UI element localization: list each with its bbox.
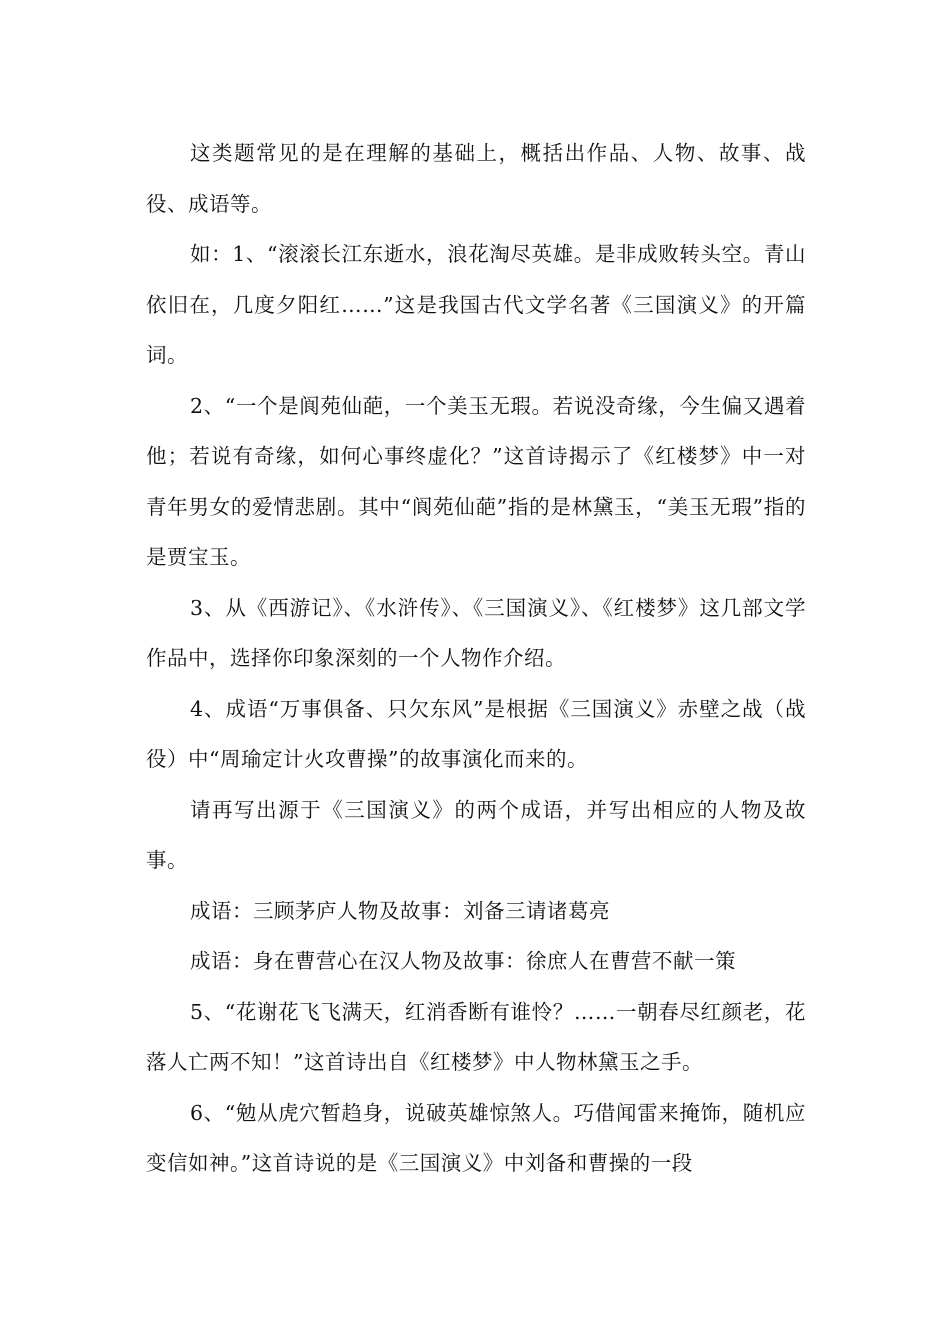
paragraph-question: 请再写出源于《三国演义》的两个成语，并写出相应的人物及故事。 bbox=[146, 797, 806, 872]
document-body bbox=[146, 128, 806, 1189]
paragraph-idiom-1: 成语：三顾茅庐人物及故事：刘备三请诸葛亮 bbox=[190, 898, 610, 923]
paragraph-example-3: 3、从《西游记》、《水浒传》、《三国演义》、《红楼梦》这几部文学作品中，选择你印象深刻的一个人物作介绍。 bbox=[146, 595, 806, 670]
paragraph-example-2: 2、“一个是阆苑仙葩，一个美玉无瑕。若说没奇缘，今生偏又遇着他；若说有奇缘，如何心事终虚化？”这首诗揭示了《红楼梦》中一对青年男女的爱情悲剧。其中“阆苑仙葩”指的是林黛玉，“美玉无瑕”指的是贾宝玉。 bbox=[146, 393, 806, 569]
paragraph-example-1: 如：1、“滚滚长江东逝水，浪花淘尽英雄。是非成败转头空。青山依旧在，几度夕阳红……”这是我国古代文学名著《三国演义》的开篇词。 bbox=[146, 242, 806, 367]
paragraph-idiom-2: 成语：身在曹营心在汉人物及故事：徐庶人在曹营不献一策 bbox=[190, 949, 736, 973]
paragraph-example-4: 4、成语“万事俱备、只欠东风”是根据《三国演义》赤壁之战（战役）中“周瑜定计火攻曹操”的故事演化而来的。 bbox=[146, 696, 806, 771]
paragraph-example-5: 5、“花谢花飞飞满天，红消香断有谁怜？……一朝春尽红颜老，花落人亡两不知！”这首诗出自《红楼梦》中人物林黛玉之手。 bbox=[146, 999, 806, 1074]
paragraph-example-6: 6、“勉从虎穴暂趋身，说破英雄惊煞人。巧借闻雷来掩饰，随机应变信如神。”这首诗说的是《三国演义》中刘备和曹操的一段 bbox=[146, 1100, 806, 1175]
paragraph-intro: 这类题常见的是在理解的基础上，概括出作品、人物、故事、战役、成语等。 bbox=[146, 141, 806, 216]
